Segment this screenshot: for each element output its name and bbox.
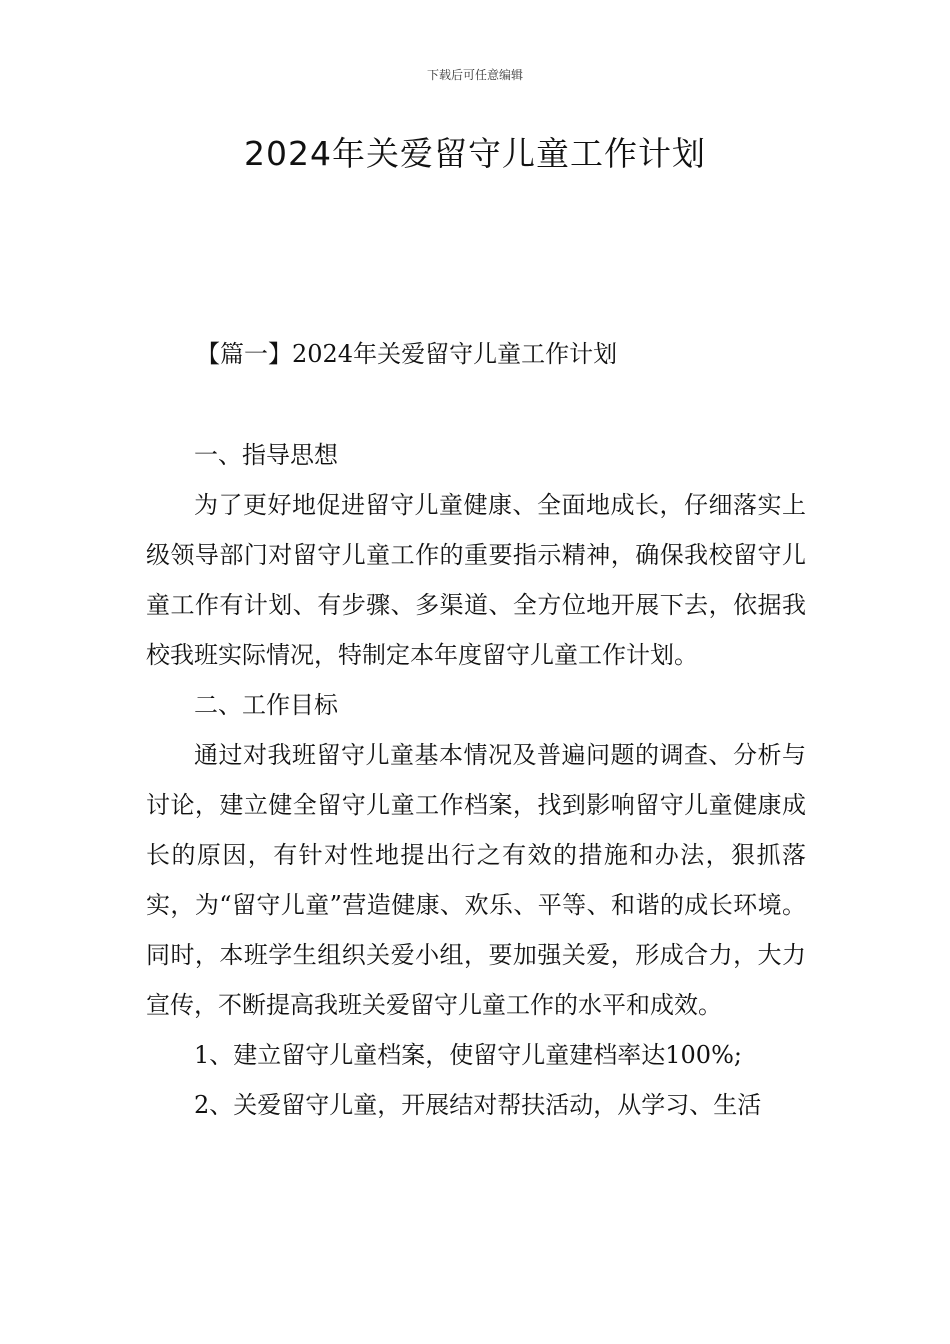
heading-guiding-thought: 一、指导思想 xyxy=(194,441,338,469)
section-heading: 【篇一】2024年关爱留守儿童工作计划 xyxy=(196,340,618,368)
document-body xyxy=(146,430,806,1130)
heading-work-goals: 二、工作目标 xyxy=(194,691,338,719)
paragraph-guiding-thought: 为了更好地促进留守儿童健康、全面地成长，仔细落实上级领导部门对留守儿童工作的重要指示精神，确保我校留守儿童工作有计划、有步骤、多渠道、全方位地开展下去，依据我校我班实际情况，特制定本年度留守儿童工作计划。 xyxy=(146,491,806,669)
list-item-2: 2、关爱留守儿童，开展结对帮扶活动，从学习、生活 xyxy=(194,1091,762,1119)
paragraph-work-goals: 通过对我班留守儿童基本情况及普遍问题的调查、分析与讨论，建立健全留守儿童工作档案，找到影响留守儿童健康成长的原因，有针对性地提出行之有效的措施和办法，狠抓落实，为“留守儿童”营造健康、欢乐、平等、和谐的成长环境。同时，本班学生组织关爱小组，要加强关爱，形成合力，大力宣传，不断提高我班关爱留守儿童工作的水平和成效。 xyxy=(146,741,806,1019)
list-item-1: 1、建立留守儿童档案，使留守儿童建档率达100%; xyxy=(194,1041,742,1069)
document-title: 2024年关爱留守儿童工作计划 xyxy=(244,134,706,173)
header-note: 下载后可任意编辑 xyxy=(426,68,523,82)
